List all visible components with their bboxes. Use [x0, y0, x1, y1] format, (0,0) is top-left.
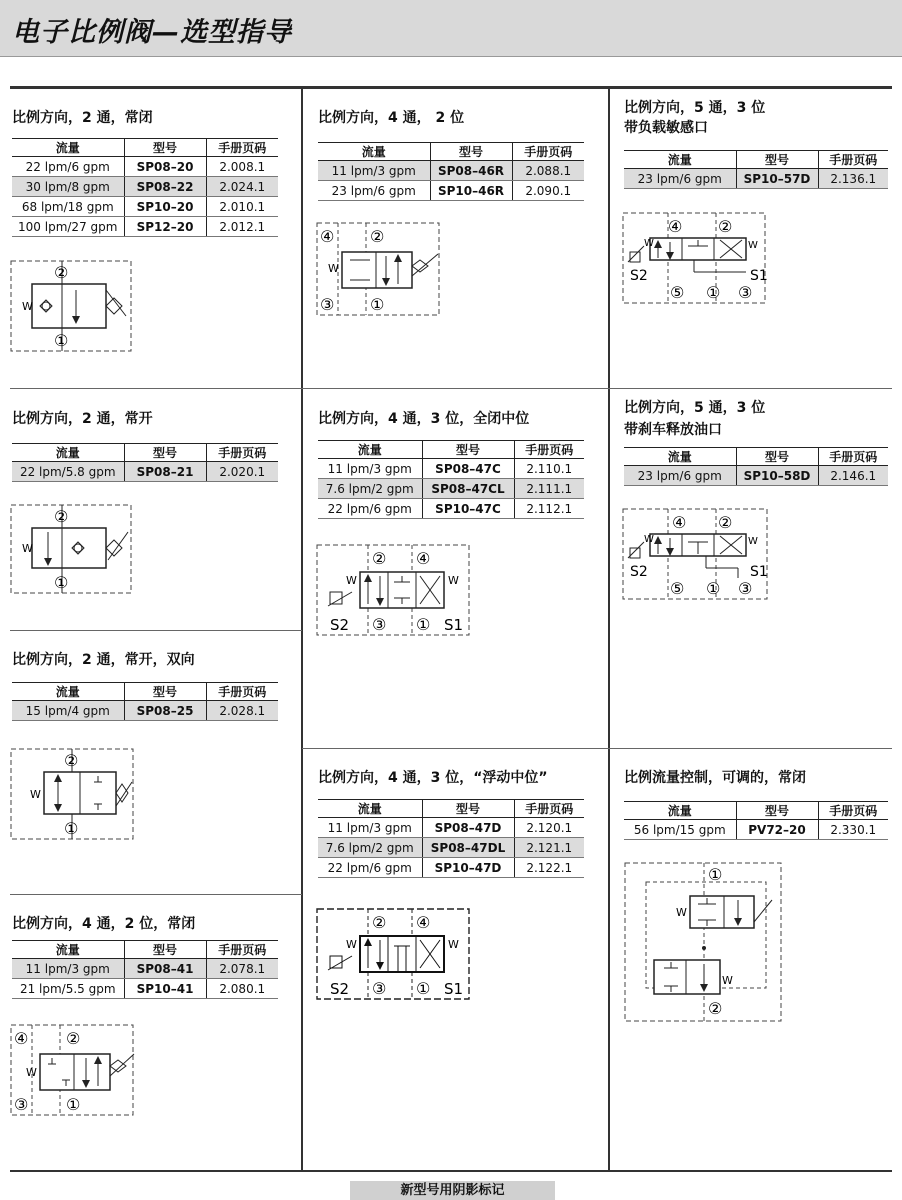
spring-label: W: [676, 906, 687, 919]
port-label: ②: [372, 913, 387, 932]
page-header: [0, 0, 902, 57]
header-model: 型号: [422, 441, 514, 459]
port-label: ①: [54, 331, 69, 350]
spring-label: W: [346, 938, 357, 951]
column-divider-2: [608, 88, 610, 1171]
cell-flow: 22 lpm/6 gpm: [318, 499, 422, 519]
spring-label: W: [448, 574, 459, 587]
header-model: 型号: [124, 683, 206, 701]
table-row: [12, 157, 278, 177]
cell-page: 2.111.1: [514, 479, 584, 499]
port-label: ①: [54, 573, 69, 592]
port-label: ⑤: [670, 579, 685, 598]
row-divider-1: [10, 388, 892, 389]
header-page: 手册页码: [514, 441, 584, 459]
cell-model: SP08–22: [124, 177, 206, 197]
cell-page: 2.010.1: [206, 197, 278, 217]
header-model: 型号: [430, 143, 512, 161]
header-page: 手册页码: [514, 800, 584, 818]
port-label: ⑤: [670, 283, 685, 302]
cell-flow: 30 lpm/8 gpm: [12, 177, 124, 197]
port-label: S1: [750, 564, 768, 580]
header-page: 手册页码: [818, 151, 888, 169]
spring-label: W: [644, 534, 654, 545]
header-flow: 流量: [624, 448, 736, 466]
valve-symbol: [316, 906, 472, 1002]
port-label: ①: [416, 615, 431, 634]
table-row: [318, 858, 584, 878]
cell-model: SP10–20: [124, 197, 206, 217]
port-label: S1: [444, 616, 464, 634]
cell-model: SP10–46R: [430, 181, 512, 201]
table-row: [624, 466, 888, 486]
table-row: [318, 499, 584, 519]
spring-label: W: [30, 788, 41, 801]
header-flow: 流量: [624, 802, 736, 820]
spring-label: W: [748, 240, 758, 251]
table-row: [624, 820, 888, 840]
cell-flow: 11 lpm/3 gpm: [318, 459, 422, 479]
cell-model: SP08–25: [124, 701, 206, 721]
table-row: [12, 217, 278, 237]
valve-symbol: [10, 258, 134, 354]
cell-page: 2.020.1: [206, 462, 278, 482]
section-title: 比例流量控制，可调的，常闭: [624, 770, 806, 786]
spring-label: W: [346, 574, 357, 587]
table-row: [318, 818, 584, 838]
cell-model: SP08–47D: [422, 818, 514, 838]
section-title: 比例方向，4 通，2 位，常闭: [12, 916, 196, 932]
spring-label: W: [448, 938, 459, 951]
port-label: ④: [668, 217, 683, 236]
port-label: S1: [750, 268, 768, 284]
section-subtitle: 带负载敏感口: [624, 120, 708, 136]
cell-page: 2.008.1: [206, 157, 278, 177]
port-label: ①: [64, 819, 79, 838]
row-divider-4: [10, 894, 302, 895]
spring-label: W: [722, 974, 733, 987]
cell-page: 2.088.1: [512, 161, 584, 181]
cell-page: 2.121.1: [514, 838, 584, 858]
valve-symbol: [10, 502, 134, 596]
section-title: 比例方向，4 通， 2 位: [318, 110, 465, 126]
cell-flow: 56 lpm/15 gpm: [624, 820, 736, 840]
port-label: ②: [718, 217, 733, 236]
port-label: ②: [54, 507, 69, 526]
table-row: [12, 701, 278, 721]
header-page: 手册页码: [818, 802, 888, 820]
header-page: 手册页码: [512, 143, 584, 161]
cell-page: 2.122.1: [514, 858, 584, 878]
port-label: ②: [66, 1029, 81, 1048]
cell-flow: 11 lpm/3 gpm: [318, 818, 422, 838]
section-title: 比例方向，2 通，常开，双向: [12, 652, 195, 668]
cell-model: SP08–20: [124, 157, 206, 177]
cell-flow: 68 lpm/18 gpm: [12, 197, 124, 217]
port-label: S2: [630, 268, 648, 284]
cell-model: SP10–41: [124, 979, 206, 999]
port-label: ②: [718, 513, 733, 532]
cell-flow: 11 lpm/3 gpm: [12, 959, 124, 979]
spec-table: [12, 682, 278, 721]
cell-model: SP10–57D: [736, 169, 818, 189]
port-label: ③: [372, 615, 387, 634]
port-label: ②: [54, 263, 69, 282]
spec-table: [624, 801, 888, 840]
cell-flow: 23 lpm/6 gpm: [624, 466, 736, 486]
row-divider-3: [302, 748, 892, 749]
cell-flow: 15 lpm/4 gpm: [12, 701, 124, 721]
cell-flow: 22 lpm/6 gpm: [12, 157, 124, 177]
header-flow: 流量: [12, 683, 124, 701]
valve-symbol: [10, 1022, 136, 1118]
cell-model: SP10–47D: [422, 858, 514, 878]
port-label: ①: [706, 283, 721, 302]
cell-page: 2.330.1: [818, 820, 888, 840]
port-label: S1: [444, 980, 464, 998]
cell-model: SP08–47CL: [422, 479, 514, 499]
port-label: S2: [330, 616, 350, 634]
port-label: ③: [738, 283, 753, 302]
cell-page: 2.136.1: [818, 169, 888, 189]
cell-page: 2.024.1: [206, 177, 278, 197]
table-row: [12, 959, 278, 979]
top-rule: [10, 86, 892, 89]
cell-flow: 7.6 lpm/2 gpm: [318, 838, 422, 858]
port-label: ④: [416, 549, 431, 568]
cell-page: 2.112.1: [514, 499, 584, 519]
valve-symbol: [622, 506, 770, 602]
valve-symbol: [10, 746, 136, 842]
table-row: [12, 462, 278, 482]
spring-label: W: [22, 542, 33, 555]
table-row: [12, 979, 278, 999]
valve-symbol: [316, 220, 442, 318]
header-model: 型号: [736, 802, 818, 820]
page-title: 电子比例阀—选型指导: [12, 17, 292, 48]
cell-page: 2.110.1: [514, 459, 584, 479]
spec-table: [318, 799, 584, 878]
port-label: ①: [66, 1095, 81, 1114]
port-label: ②: [708, 999, 723, 1018]
header-model: 型号: [124, 941, 206, 959]
cell-model: SP10–47C: [422, 499, 514, 519]
cell-page: 2.120.1: [514, 818, 584, 838]
cell-model: SP08–47DL: [422, 838, 514, 858]
port-label: ①: [370, 295, 385, 314]
table-row: [318, 479, 584, 499]
table-row: [318, 181, 584, 201]
spec-table: [12, 138, 278, 237]
cell-page: 2.146.1: [818, 466, 888, 486]
spec-table: [318, 142, 584, 201]
cell-flow: 7.6 lpm/2 gpm: [318, 479, 422, 499]
header-page: 手册页码: [206, 683, 278, 701]
spring-label: W: [748, 536, 758, 547]
cell-model: SP08–47C: [422, 459, 514, 479]
cell-page: 2.028.1: [206, 701, 278, 721]
cell-model: SP08–41: [124, 959, 206, 979]
table-row: [624, 169, 888, 189]
cell-model: SP08–46R: [430, 161, 512, 181]
header-page: 手册页码: [206, 139, 278, 157]
header-model: 型号: [124, 444, 206, 462]
cell-flow: 22 lpm/5.8 gpm: [12, 462, 124, 482]
port-label: S2: [330, 980, 350, 998]
spring-label: W: [644, 238, 654, 249]
header-flow: 流量: [318, 143, 430, 161]
cell-page: 2.080.1: [206, 979, 278, 999]
spec-table: [624, 150, 888, 189]
cell-model: SP08–21: [124, 462, 206, 482]
table-row: [12, 177, 278, 197]
cell-flow: 100 lpm/27 gpm: [12, 217, 124, 237]
spec-table: [12, 940, 278, 999]
section-title: 比例方向，2 通，常开: [12, 411, 153, 427]
port-label: S2: [630, 564, 648, 580]
valve-symbol: [316, 542, 472, 638]
cell-flow: 11 lpm/3 gpm: [318, 161, 430, 181]
header-model: 型号: [124, 139, 206, 157]
bottom-rule: [10, 1170, 892, 1172]
spec-table: [12, 443, 278, 482]
port-label: ③: [372, 979, 387, 998]
spring-label: W: [328, 262, 339, 275]
cell-flow: 22 lpm/6 gpm: [318, 858, 422, 878]
port-label: ①: [708, 865, 723, 884]
port-label: ②: [64, 751, 79, 770]
cell-page: 2.012.1: [206, 217, 278, 237]
spec-table: [318, 440, 584, 519]
port-label: ①: [416, 979, 431, 998]
port-label: ③: [320, 295, 335, 314]
header-flow: 流量: [12, 139, 124, 157]
section-subtitle: 带刹车释放油口: [624, 422, 722, 438]
cell-flow: 21 lpm/5.5 gpm: [12, 979, 124, 999]
port-label: ③: [14, 1095, 29, 1114]
row-divider-2: [10, 630, 302, 631]
cell-page: 2.090.1: [512, 181, 584, 201]
table-row: [318, 838, 584, 858]
table-row: [12, 197, 278, 217]
port-label: ④: [672, 513, 687, 532]
header-page: 手册页码: [206, 444, 278, 462]
table-row: [318, 459, 584, 479]
header-page: 手册页码: [206, 941, 278, 959]
port-label: ②: [370, 227, 385, 246]
cell-page: 2.078.1: [206, 959, 278, 979]
cell-flow: 23 lpm/6 gpm: [318, 181, 430, 201]
spring-label: W: [22, 300, 33, 313]
port-label: ④: [416, 913, 431, 932]
cell-model: SP10–58D: [736, 466, 818, 486]
cell-model: SP12–20: [124, 217, 206, 237]
cell-model: PV72–20: [736, 820, 818, 840]
section-title: 比例方向，5 通，3 位: [624, 400, 766, 416]
section-title: 比例方向，4 通，3 位，全闭中位: [318, 411, 530, 427]
header-flow: 流量: [12, 941, 124, 959]
header-model: 型号: [736, 151, 818, 169]
header-flow: 流量: [318, 441, 422, 459]
header-flow: 流量: [624, 151, 736, 169]
section-title: 比例方向，2 通，常闭: [12, 110, 153, 126]
port-label: ③: [738, 579, 753, 598]
valve-symbol: [622, 210, 768, 306]
port-label: ④: [14, 1029, 29, 1048]
spring-label: W: [26, 1066, 37, 1079]
port-label: ①: [706, 579, 721, 598]
header-model: 型号: [422, 800, 514, 818]
section-title: 比例方向，4 通，3 位，“浮动中位”: [318, 770, 548, 786]
header-page: 手册页码: [818, 448, 888, 466]
cell-flow: 23 lpm/6 gpm: [624, 169, 736, 189]
header-flow: 流量: [12, 444, 124, 462]
table-row: [318, 161, 584, 181]
shading-legend: 新型号用阴影标记: [350, 1181, 555, 1200]
header-model: 型号: [736, 448, 818, 466]
port-label: ②: [372, 549, 387, 568]
section-title: 比例方向，5 通，3 位: [624, 100, 766, 116]
header-flow: 流量: [318, 800, 422, 818]
port-label: ④: [320, 227, 335, 246]
valve-symbol: [624, 860, 784, 1024]
spec-table: [624, 447, 888, 486]
